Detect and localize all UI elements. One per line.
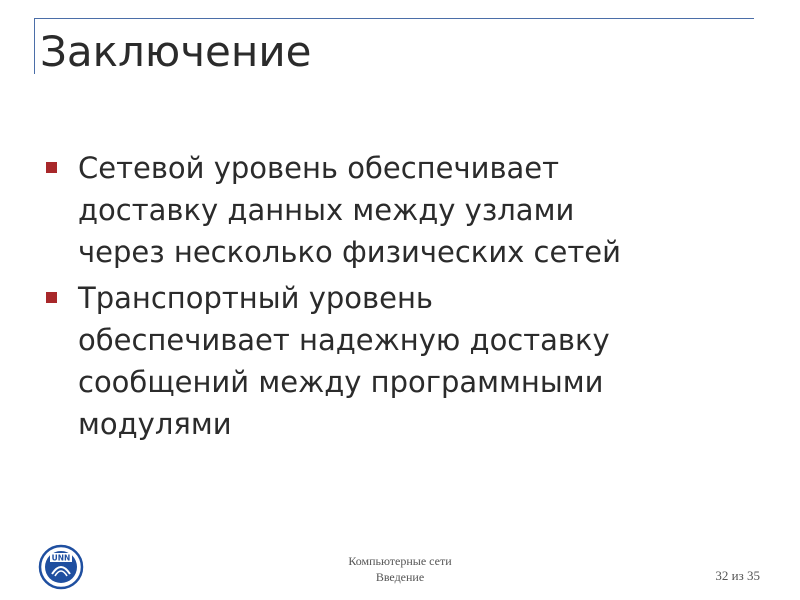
bullet-text: Транспортный уровень обеспечивает надежную доставку сообщений между программными модулями bbox=[78, 281, 610, 441]
bullet-item bbox=[44, 277, 764, 445]
footer-course: Компьютерные сети bbox=[348, 554, 452, 568]
square-bullet-icon bbox=[46, 162, 57, 173]
footer-caption bbox=[300, 553, 500, 585]
page-number: 32 из 35 bbox=[715, 568, 760, 583]
top-rule bbox=[34, 18, 754, 19]
university-logo-icon bbox=[38, 544, 84, 590]
slide-title: Заключение bbox=[40, 27, 312, 76]
logo-text: UNN bbox=[51, 553, 71, 563]
square-bullet-icon bbox=[46, 292, 57, 303]
bullet-list bbox=[44, 147, 764, 449]
bullet-item bbox=[44, 147, 764, 273]
footer-section: Введение bbox=[375, 570, 425, 584]
bullet-text: Сетевой уровень обеспечивает доставку данных между узлами через несколько физических сетей bbox=[78, 151, 621, 269]
left-rule bbox=[34, 18, 35, 74]
